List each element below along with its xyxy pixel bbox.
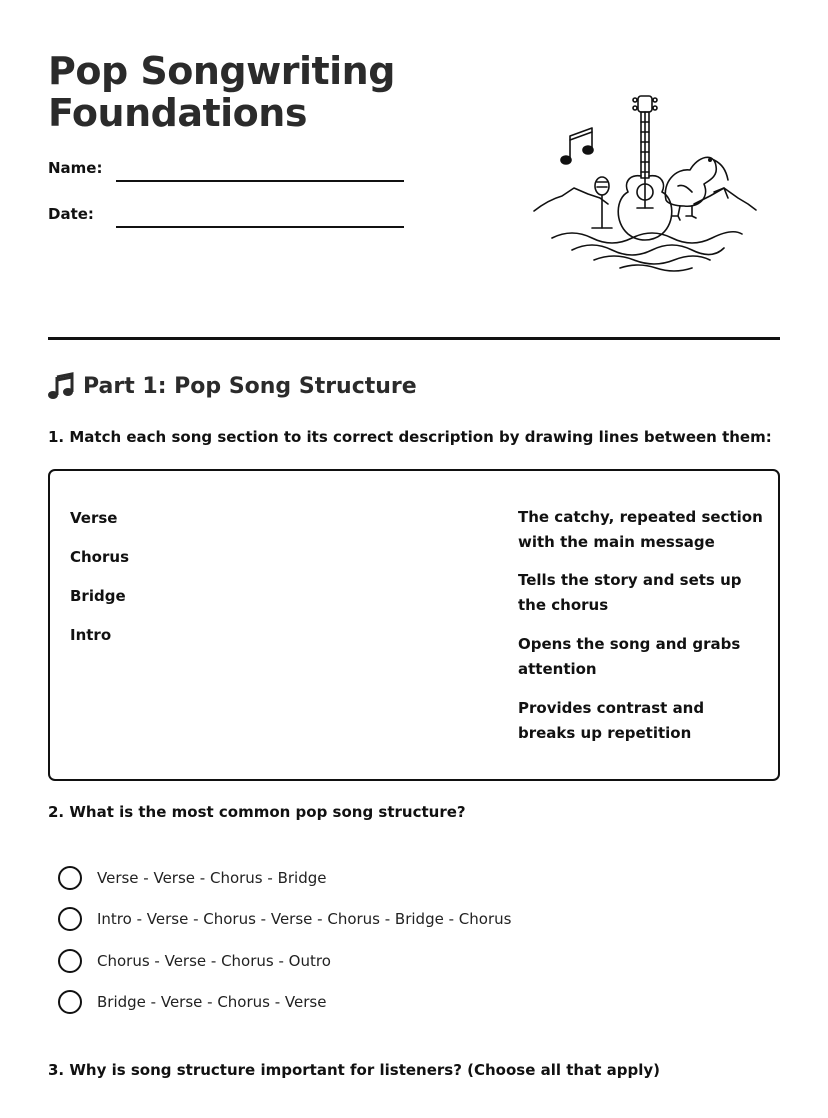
radio-button[interactable]	[58, 907, 82, 931]
q3-prompt: 3. Why is song structure important for listeners? (Choose all that apply)	[48, 1061, 660, 1079]
description-4[interactable]: Provides contrast and breaks up repetition	[518, 699, 705, 742]
q1-prompt: 1. Match each song section to its correct description by drawing lines between them:	[48, 428, 772, 446]
description-3[interactable]: Opens the song and grabs attention	[518, 635, 741, 678]
term-intro[interactable]: Intro	[70, 626, 112, 644]
title-line-2: Foundations	[48, 91, 307, 135]
q2-option-3[interactable]	[58, 949, 331, 973]
q2-prompt: 2. What is the most common pop song structure?	[48, 803, 466, 821]
radio-button[interactable]	[58, 990, 82, 1014]
title-line-1: Pop Songwriting	[48, 49, 395, 93]
description-2[interactable]: Tells the story and sets up the chorus	[518, 571, 742, 614]
radio-button[interactable]	[58, 866, 82, 890]
q2-option-1[interactable]	[58, 866, 326, 890]
option-label: Intro - Verse - Chorus - Verse - Chorus - Bridge - Chorus	[97, 910, 512, 928]
radio-button[interactable]	[58, 949, 82, 973]
name-line[interactable]	[116, 180, 404, 182]
name-label: Name:	[48, 159, 103, 177]
part1-heading	[48, 372, 417, 400]
term-verse[interactable]: Verse	[70, 509, 118, 527]
matching-box	[48, 469, 780, 781]
date-line[interactable]	[116, 226, 404, 228]
q2-option-4[interactable]	[58, 990, 326, 1014]
guitar-kiwi-illustration	[528, 88, 760, 273]
date-label: Date:	[48, 205, 94, 223]
section-divider	[48, 337, 780, 340]
description-1[interactable]: The catchy, repeated section with the main message	[518, 508, 763, 551]
option-label: Verse - Verse - Chorus - Bridge	[97, 869, 327, 887]
option-label: Chorus - Verse - Chorus - Outro	[97, 952, 331, 970]
option-label: Bridge - Verse - Chorus - Verse	[97, 993, 327, 1011]
q2-option-2[interactable]	[58, 907, 511, 931]
term-bridge[interactable]: Bridge	[70, 587, 126, 605]
term-chorus[interactable]: Chorus	[70, 548, 129, 566]
worksheet-title	[48, 50, 395, 134]
music-note-icon	[48, 372, 74, 400]
part1-heading-text: Part 1: Pop Song Structure	[83, 373, 417, 399]
